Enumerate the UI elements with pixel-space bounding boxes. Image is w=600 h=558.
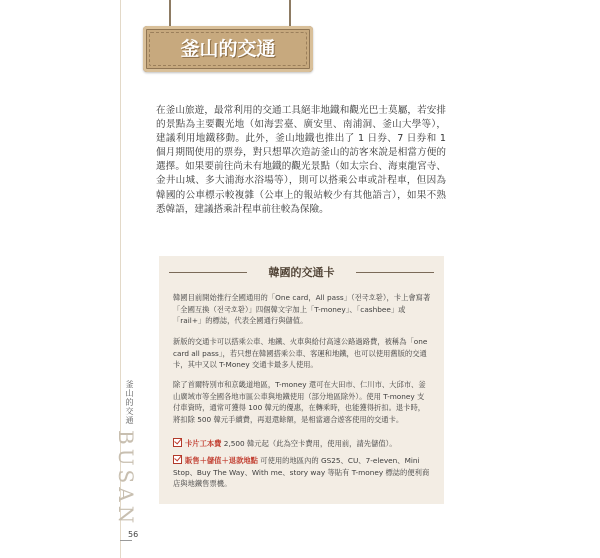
page-number-rule [120,540,132,541]
box-title: 韓國的交通卡 [268,266,335,279]
box-header [169,264,434,280]
page-title: 釜山的交通 [180,38,276,60]
bullet-card-fee [173,438,431,450]
bullet-card-fee-text: 2,500 韓元起（此為空卡費用，使用前，請先儲值）。 [221,439,397,448]
bullet-card-fee-label: 卡片工本費 [185,439,222,448]
box-paragraph-1: 韓國目前開始推行全國通用的「One card，All pass」（전국호환），卡上會寫著「全國互換（전국호환）」四個韓文字加上「T-money」、「cashbee」或「rail+」的標誌，代表全國通行與儲值。 [173,293,431,326]
box-paragraph-3: 除了首爾特別市和京畿道地區，T-money 還可在大田市、仁川市、大邱市、釜山廣域市等全國各地市區公車與地鐵使用（部分地區除外）。使用 T-money 支付車資時，通常可獲得 100 韓元的優惠，在轉乘時，也能獲得折扣。退卡時，將扣除 500 韓元手續費，再退還餘額，是相當適合遊客使用的交通卡。 [173,380,426,424]
transport-card-box [159,256,444,504]
sign-board [143,26,313,72]
checkbox-icon [173,455,182,464]
hanging-sign [143,0,313,78]
checkbox-icon [173,438,182,447]
header-rule-right [356,272,434,273]
box-paragraph-2: 新版的交通卡可以搭乘公車、地鐵、火車與給付高速公路過路費，被稱為「one card all pass」，若只想在韓國搭乘公車、客運和地鐵，也可以使用舊版的交通卡，其中又以 T-Money 交通卡最多人使用。 [173,337,428,370]
side-city-label: BUSAN [114,430,138,528]
main-paragraph: 在釜山旅遊，最常利用的交通工具絕非地鐵和觀光巴士莫屬，若安排的景點為主要觀光地（如海雲臺、廣安里、南浦洞、釜山大學等），建議利用地鐵移動。此外，釜山地鐵也推出了 1 日券、7 日券和 1 個月期間使用的票券，對只想單次造訪釜山的訪客來說是相當方便的選擇。如果要前往尚未有地鐵的觀光景點（如太宗台、海東龍宮寺、金井山城、多大浦海水浴場等），則可以搭乘公車或計程車，但因為韓國的公車標示較複雜（公車上的報站較少有其他語言），如果不熟悉韓語，建議搭乘計程車前往較為保險。 [156,105,446,215]
side-section-label: 釜山的交通 [125,380,134,425]
bullet-sales-points-label: 販售＋儲值＋退款地點 [185,456,258,465]
bullet-sales-points [173,455,431,490]
left-margin [0,0,118,558]
page-number: 56 [128,530,139,539]
bullet-sales-points-text: 可使用的地區內的 GS25、CU、7-eleven、Mini Stop、Buy The Way、With me、story way 等貼有 T-money 標誌的便利商店與地鐵售票機。 [173,456,430,489]
